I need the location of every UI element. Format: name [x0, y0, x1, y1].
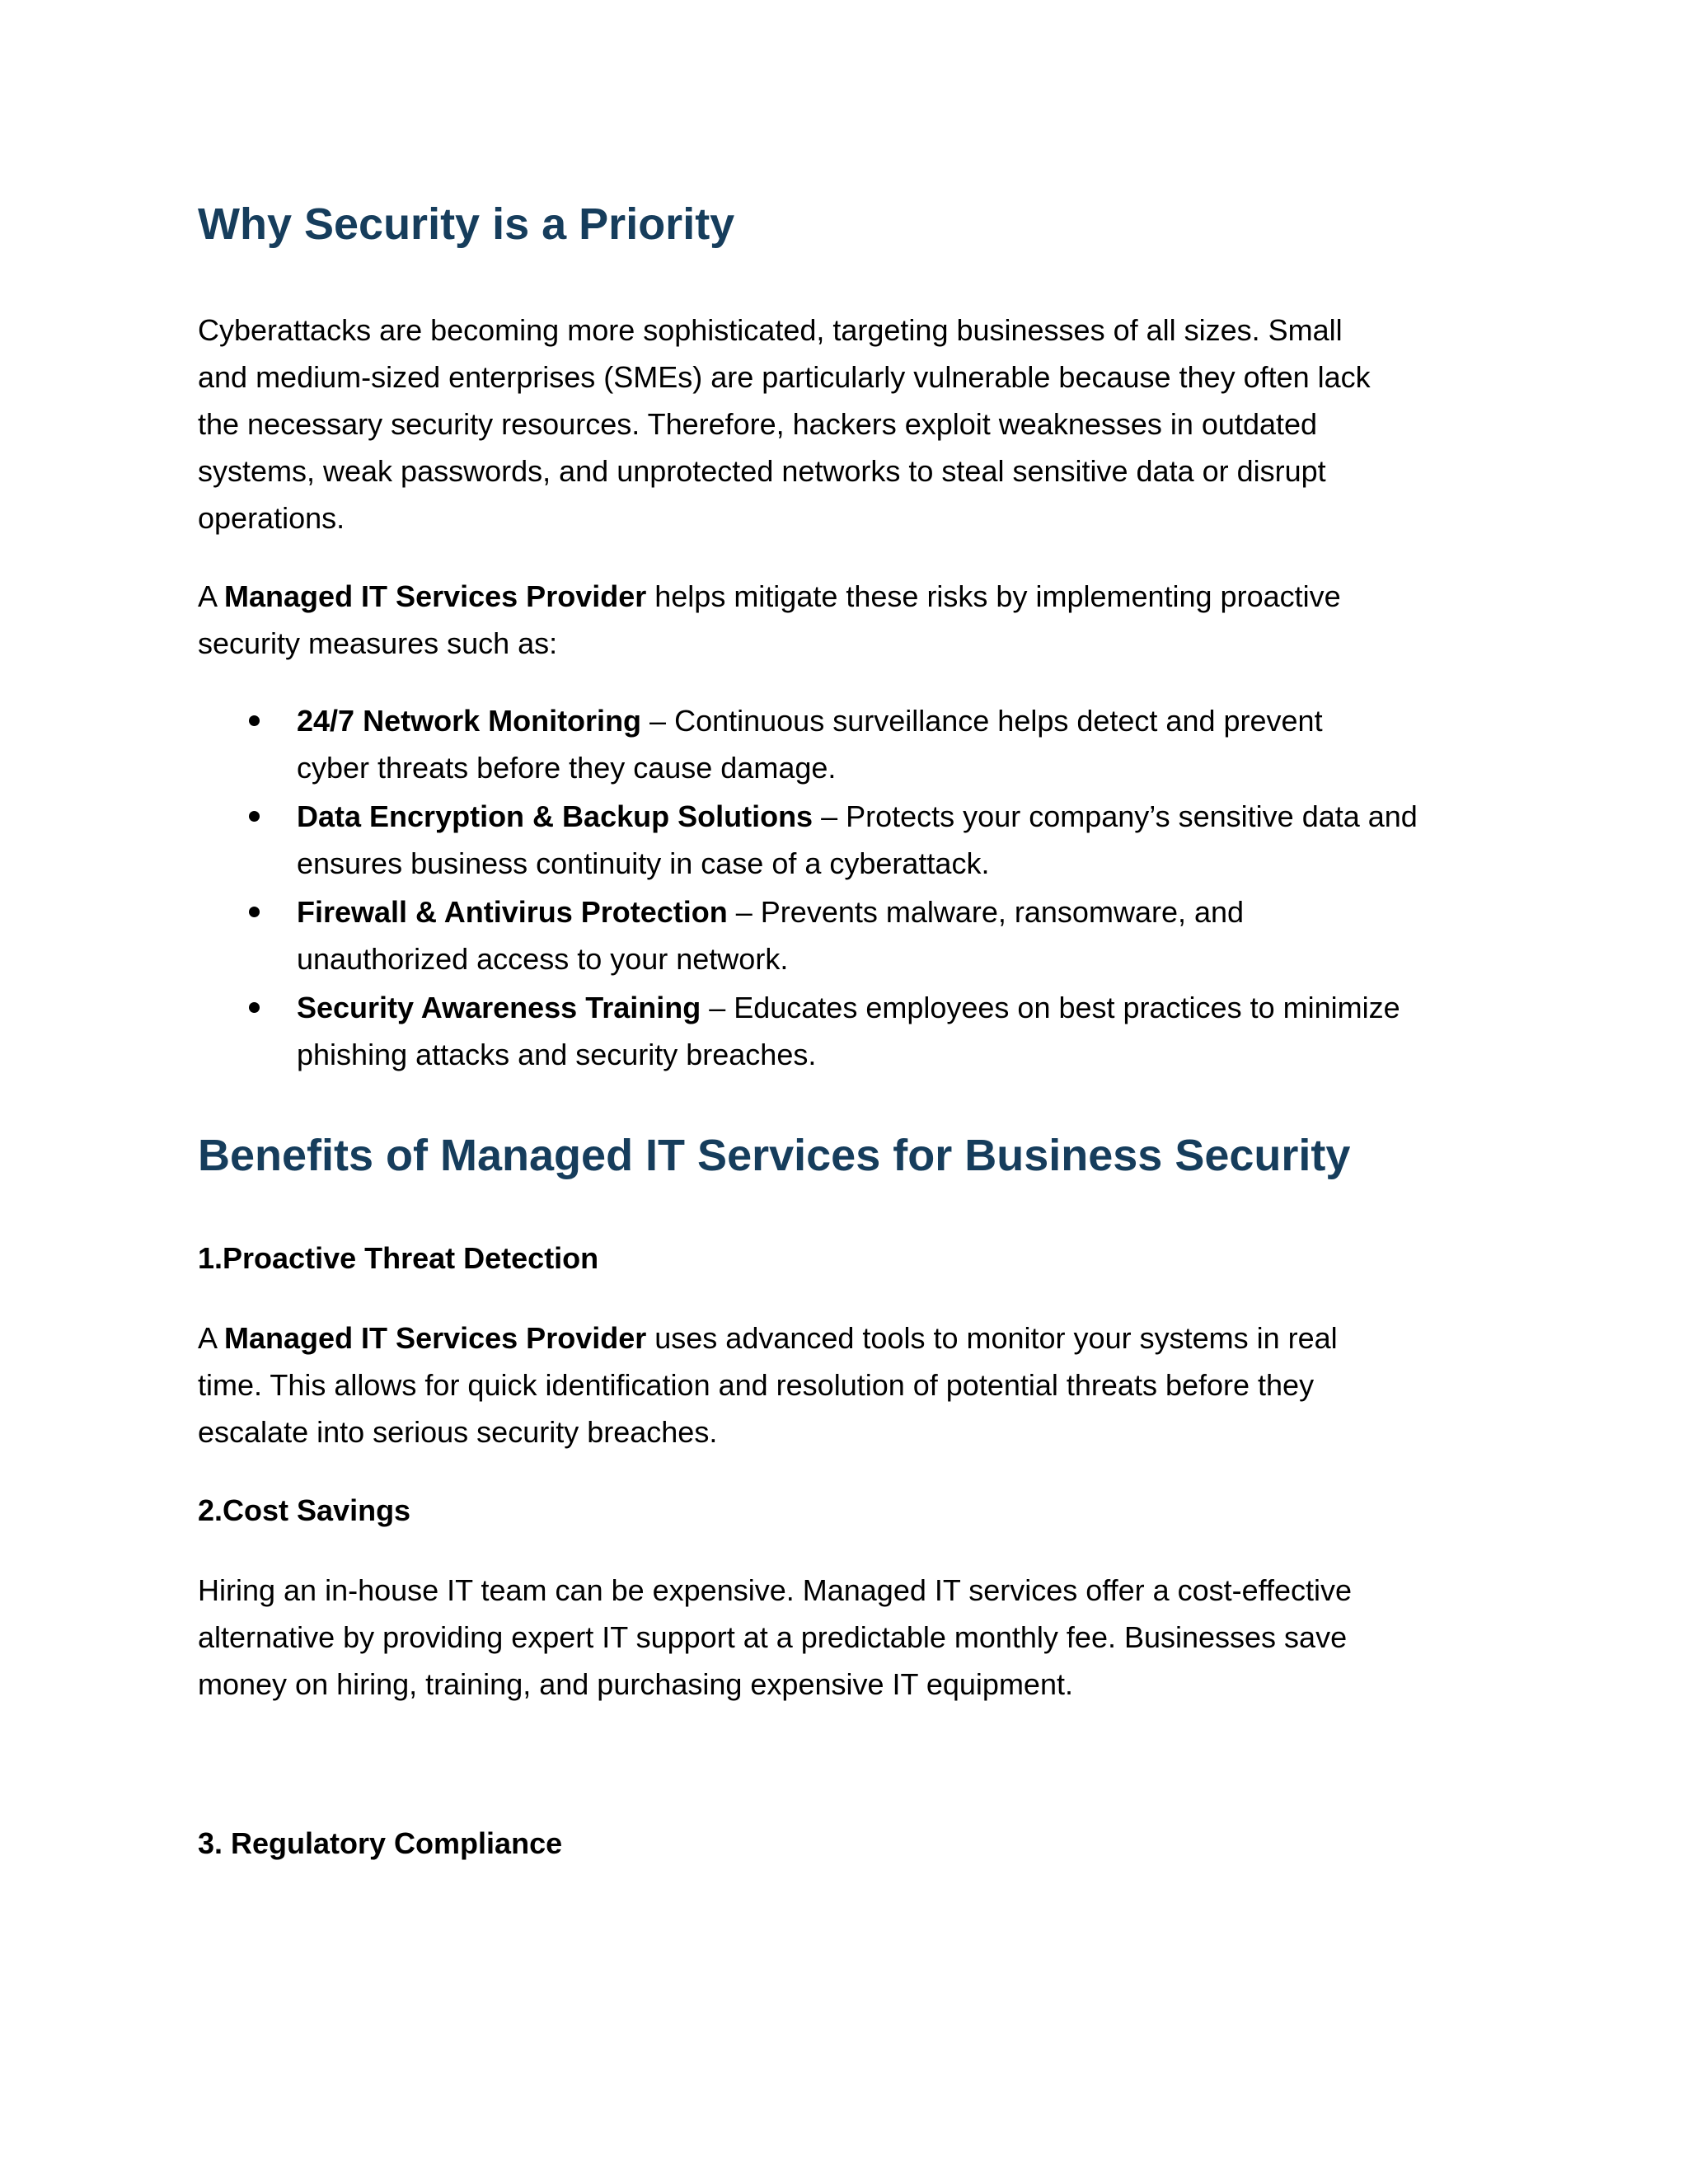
list-item: [198, 888, 1500, 982]
paragraph-line: alternative by providing expert IT support at a predictable monthly fee. Businesses save: [198, 1620, 1348, 1654]
list-item: [198, 697, 1500, 791]
subheading-cost-savings: 2.Cost Savings: [198, 1493, 411, 1527]
text-rest: helps mitigate these risks by implementing proactive: [646, 579, 1341, 613]
paragraph-line: escalate into serious security breaches.: [198, 1415, 718, 1449]
paragraph-line: Cyberattacks are becoming more sophisticated, targeting businesses of all sizes. Small: [198, 313, 1343, 347]
paragraph-line: [198, 1315, 1500, 1361]
text-rest: – Continuous surveillance helps detect and prevent: [641, 704, 1323, 738]
paragraph-line: systems, weak passwords, and unprotected networks to steal sensitive data or disrupt: [198, 454, 1326, 488]
list-item-line: cyber threats before they cause damage.: [297, 751, 837, 785]
text-rest: uses advanced tools to monitor your systems in real: [646, 1321, 1338, 1355]
bold-term: Managed IT Services Provider: [224, 1321, 647, 1355]
paragraph-line: operations.: [198, 501, 345, 535]
bold-term: Data Encryption & Backup Solutions: [297, 799, 814, 833]
bold-term: Managed IT Services Provider: [224, 579, 647, 613]
paragraph-threat-detection: [198, 1315, 1500, 1455]
paragraph-line: and medium-sized enterprises (SMEs) are particularly vulnerable because they often lack: [198, 360, 1371, 394]
section-heading-why-security: Why Security is a Priority: [198, 199, 735, 249]
list-item-line: [297, 793, 1500, 840]
text-prefix: A: [198, 579, 225, 613]
text-rest: – Protects your company’s sensitive data and: [813, 799, 1418, 833]
list-item-line: [297, 984, 1500, 1031]
security-measures-list: [198, 697, 1500, 1080]
paragraph-line: time. This allows for quick identification and resolution of potential threats before they: [198, 1368, 1315, 1402]
bullet-icon: [249, 907, 260, 917]
paragraph-cost-savings: [198, 1567, 1500, 1708]
paragraph-cyberattacks: [198, 307, 1500, 541]
bold-term: Firewall & Antivirus Protection: [297, 895, 728, 929]
paragraph-line: Hiring an in-house IT team can be expensive. Managed IT services offer a cost-effective: [198, 1573, 1353, 1607]
list-item-line: [297, 697, 1500, 744]
subheading-regulatory-compliance: 3. Regulatory Compliance: [198, 1826, 563, 1860]
list-item-line: phishing attacks and security breaches.: [297, 1038, 817, 1071]
section-heading-benefits: Benefits of Managed IT Services for Business Security: [198, 1131, 1351, 1180]
text-rest: – Educates employees on best practices to minimize: [701, 991, 1400, 1024]
paragraph-line: [198, 573, 1500, 620]
text-prefix: A: [198, 1321, 225, 1355]
list-item-line: [297, 888, 1500, 935]
list-item: [198, 984, 1500, 1078]
paragraph-line: security measures such as:: [198, 626, 558, 660]
bullet-icon: [249, 1002, 260, 1013]
bullet-icon: [249, 715, 260, 726]
text-rest: – Prevents malware, ransomware, and: [727, 895, 1245, 929]
list-item-line: unauthorized access to your network.: [297, 942, 789, 976]
paragraph-line: the necessary security resources. Therefore, hackers exploit weaknesses in outdated: [198, 407, 1318, 441]
list-item-line: ensures business continuity in case of a cyberattack.: [297, 846, 990, 880]
bold-term: 24/7 Network Monitoring: [297, 704, 642, 738]
list-item: [198, 793, 1500, 887]
bullet-icon: [249, 811, 260, 822]
bold-term: Security Awareness Training: [297, 991, 701, 1024]
paragraph-line: money on hiring, training, and purchasing expensive IT equipment.: [198, 1667, 1073, 1701]
subheading-threat-detection: 1.Proactive Threat Detection: [198, 1241, 599, 1275]
paragraph-managed-provider: [198, 573, 1500, 667]
